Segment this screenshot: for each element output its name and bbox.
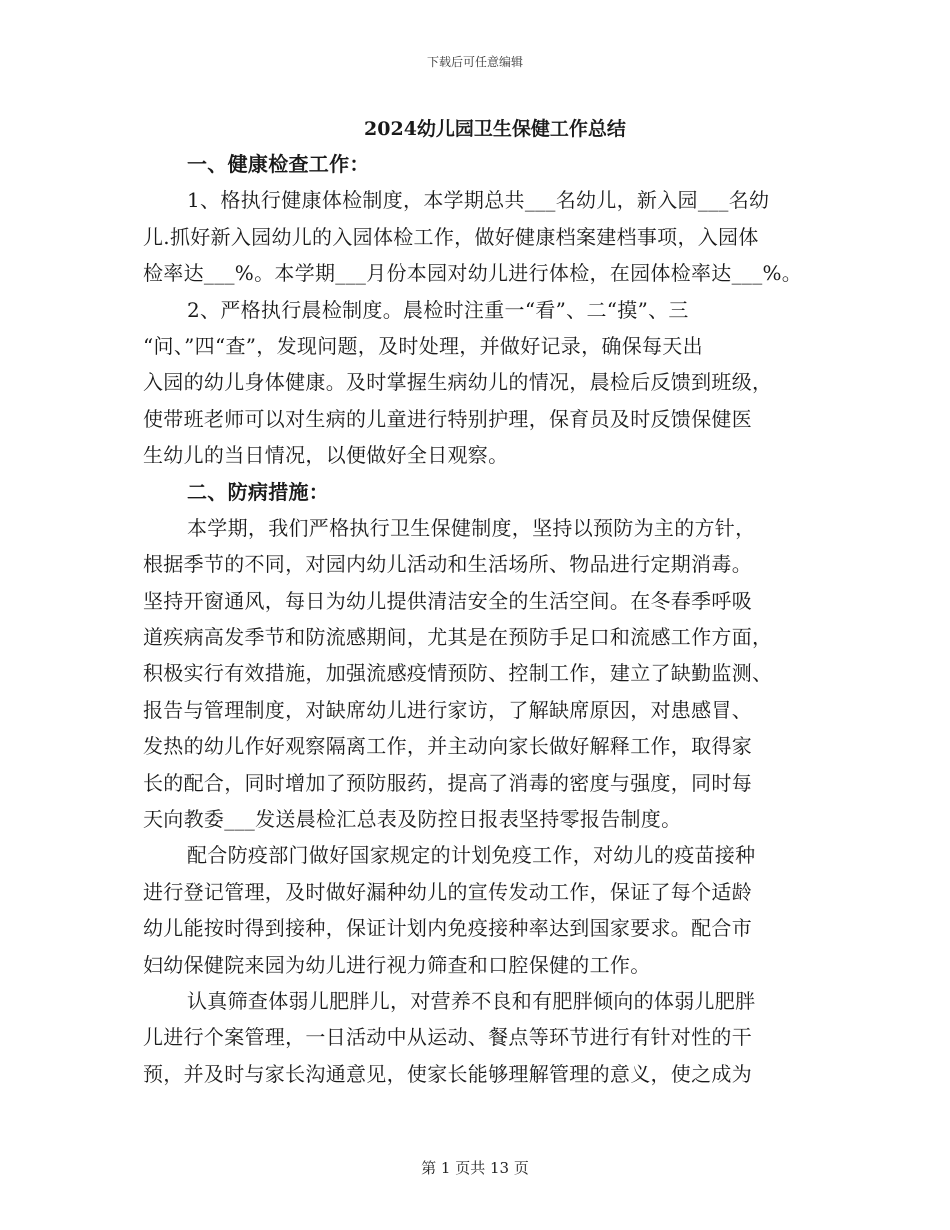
body-text-line: 妇幼保健院来园为幼儿进行视力筛查和口腔保健的工作。	[143, 952, 651, 977]
body-text-line: 预，并及时与家长沟通意见，使家长能够理解管理的意义，使之成为	[143, 1061, 752, 1086]
header-note: 下载后可任意编辑	[426, 55, 523, 69]
body-text-line: 认真筛查体弱儿肥胖儿，对营养不良和有肥胖倾向的体弱儿肥胖	[187, 988, 756, 1013]
document-body	[143, 146, 833, 1092]
body-text-line: 报告与管理制度，对缺席幼儿进行家访，了解缺席原因，对患感冒、	[143, 697, 752, 722]
body-text-line: 进行登记管理，及时做好漏种幼儿的宣传发动工作，保证了每个适龄	[143, 879, 752, 904]
section-heading: 一、健康检查工作：	[187, 152, 370, 176]
body-text-line: “问、”四“查”，发现问题，及时处理，并做好记录，确保每天出	[143, 333, 703, 358]
body-text-line: 生幼儿的当日情况，以便做好全日观察。	[143, 443, 509, 468]
body-text-line: 入园的幼儿身体健康。及时掌握生病幼儿的情况，晨检后反馈到班级，	[143, 370, 773, 395]
body-text-line: 发热的幼儿作好观察隔离工作，并主动向家长做好解释工作，取得家	[143, 734, 752, 759]
body-text-line: 检率达___%。本学期___月份本园对幼儿进行体检，在园体检率达___%。	[143, 261, 803, 286]
body-text-line: 道疾病高发季节和防流感期间，尤其是在预防手足口和流感工作方面，	[143, 625, 773, 650]
body-text-line: 长的配合，同时增加了预防服药，提高了消毒的密度与强度，同时每	[143, 770, 752, 795]
body-text-line: 使带班老师可以对生病的儿童进行特别护理，保育员及时反馈保健医	[143, 406, 752, 431]
page-footer: 第 1 页共 13 页	[421, 1159, 529, 1177]
body-text-line: 天向教委___发送晨检汇总表及防控日报表坚持零报告制度。	[143, 807, 682, 832]
body-text-line: 幼儿能按时得到接种，保证计划内免疫接种率达到国家要求。配合市	[143, 916, 752, 941]
body-text-line: 积极实行有效措施，加强流感疫情预防、控制工作，建立了缺勤监测、	[143, 661, 773, 686]
body-text-line: 坚持开窗通风，每日为幼儿提供清洁安全的生活空间。在冬春季呼吸	[143, 588, 752, 613]
body-text-line: 根据季节的不同，对园内幼儿活动和生活场所、物品进行定期消毒。	[143, 552, 752, 577]
body-text-line: 2、严格执行晨检制度。晨检时注重一“看”、二“摸”、三	[187, 297, 689, 322]
body-text-line: 本学期，我们严格执行卫生保健制度，坚持以预防为主的方针，	[187, 515, 756, 540]
body-text-line: 儿.抓好新入园幼儿的入园体检工作，做好健康档案建档事项，入园体	[143, 224, 759, 249]
body-text-line: 1、格执行健康体检制度，本学期总共___名幼儿，新入园___名幼	[187, 188, 770, 213]
body-text-line: 配合防疫部门做好国家规定的计划免疫工作，对幼儿的疫苗接种	[187, 843, 756, 868]
section-heading: 二、防病措施：	[187, 479, 330, 504]
body-text-line: 儿进行个案管理，一日活动中从运动、餐点等环节进行有针对性的干	[143, 1025, 752, 1050]
document-title: 2024幼儿园卫生保健工作总结	[364, 118, 626, 140]
